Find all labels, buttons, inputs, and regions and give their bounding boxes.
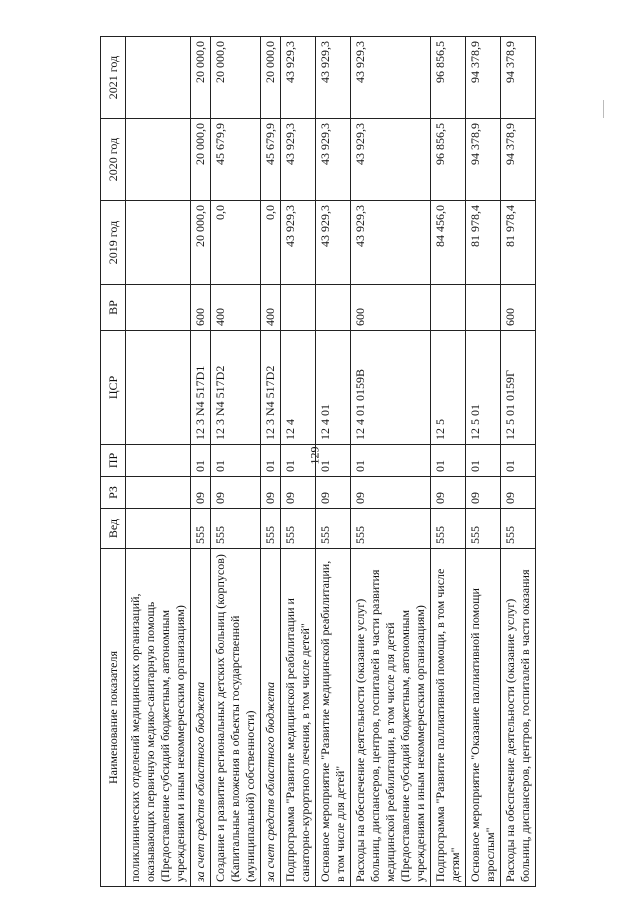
cell-rz xyxy=(126,477,191,509)
cell-y2020: 94 378,9 xyxy=(466,119,501,201)
cell-pr: 01 xyxy=(261,445,281,477)
cell-ved: 555 xyxy=(281,509,316,549)
cell-y2019: 81 978,4 xyxy=(501,201,536,285)
cell-csr: 12 5 01 0159Г xyxy=(501,331,536,445)
cell-y2019: 43 929,3 xyxy=(281,201,316,285)
cell-rz: 09 xyxy=(211,477,261,509)
cell-y2019 xyxy=(126,201,191,285)
cell-vr xyxy=(126,285,191,331)
cell-name: поликлинических отделений медицинских организаций, оказывающих первичную медико-санитарную помощь (Предоставление субсидий бюджетным, автономным учреждениям и иным некоммерческим организациям) xyxy=(126,549,191,887)
rotated-table-container xyxy=(100,37,620,887)
cell-csr: 12 3 N4 517D1 xyxy=(191,331,211,445)
cell-name: Расходы на обеспечение деятельности (оказание услуг) больниц, диспансеров, центров, госпиталей в части развития медицинской реабилитации, в том числе для детей (Предоставление субсидий бюджетным, автономным учреждениям и иным некоммерческим организациям) xyxy=(351,549,431,887)
cell-y2019: 0,0 xyxy=(261,201,281,285)
cell-rz: 09 xyxy=(351,477,431,509)
col-header-2020: 2020 год xyxy=(101,119,126,201)
cell-y2019: 20 000,0 xyxy=(191,201,211,285)
cell-csr: 12 5 01 xyxy=(466,331,501,445)
cell-pr: 01 xyxy=(431,445,466,477)
cell-csr: 12 4 01 0159В xyxy=(351,331,431,445)
table-header-row xyxy=(101,37,126,887)
table-row xyxy=(351,37,431,887)
col-header-csr: ЦСР xyxy=(101,331,126,445)
table-row xyxy=(126,37,191,887)
cell-y2019: 84 456,0 xyxy=(431,201,466,285)
cell-y2020 xyxy=(126,119,191,201)
cell-y2021: 94 378,9 xyxy=(466,37,501,119)
col-header-rz: РЗ xyxy=(101,477,126,509)
cell-pr: 01 xyxy=(351,445,431,477)
col-header-name: Наименование показателя xyxy=(101,549,126,887)
cell-vr xyxy=(466,285,501,331)
cell-y2021: 43 929,3 xyxy=(351,37,431,119)
cell-y2021 xyxy=(126,37,191,119)
margin-mark xyxy=(603,100,604,118)
cell-vr: 600 xyxy=(501,285,536,331)
cell-y2019: 43 929,3 xyxy=(351,201,431,285)
cell-y2020: 43 929,3 xyxy=(316,119,351,201)
col-header-2019: 2019 год xyxy=(101,201,126,285)
cell-ved: 555 xyxy=(501,509,536,549)
col-header-pr: ПР xyxy=(101,445,126,477)
cell-ved: 555 xyxy=(316,509,351,549)
cell-ved: 555 xyxy=(431,509,466,549)
cell-name: Создание и развитие региональных детских больниц (корпусов) (Капитальные вложения в объекты государственной (муниципальной) собственности) xyxy=(211,549,261,887)
cell-ved: 555 xyxy=(466,509,501,549)
cell-vr: 600 xyxy=(191,285,211,331)
cell-y2020: 45 679,9 xyxy=(261,119,281,201)
cell-name: Основное мероприятие "Оказание паллиативной помощи взрослым" xyxy=(466,549,501,887)
cell-vr xyxy=(316,285,351,331)
table-row xyxy=(281,37,316,887)
cell-csr: 12 4 01 xyxy=(316,331,351,445)
cell-name: Расходы на обеспечение деятельности (оказание услуг) больниц, диспансеров, центров, госпиталей в части оказания xyxy=(501,549,536,887)
table-row xyxy=(501,37,536,887)
table-row xyxy=(466,37,501,887)
cell-name: Основное мероприятие "Развитие медицинской реабилитации, в том числе для детей" xyxy=(316,549,351,887)
cell-pr: 01 xyxy=(466,445,501,477)
cell-rz: 09 xyxy=(281,477,316,509)
cell-ved xyxy=(126,509,191,549)
cell-rz: 09 xyxy=(261,477,281,509)
cell-name: за счет средств областного бюджета xyxy=(191,549,211,887)
cell-pr: 01 xyxy=(191,445,211,477)
cell-y2020: 43 929,3 xyxy=(351,119,431,201)
cell-ved: 555 xyxy=(191,509,211,549)
cell-y2021: 94 378,9 xyxy=(501,37,536,119)
col-header-vr: ВР xyxy=(101,285,126,331)
cell-y2019: 81 978,4 xyxy=(466,201,501,285)
cell-y2021: 20 000,0 xyxy=(211,37,261,119)
cell-y2019: 0,0 xyxy=(211,201,261,285)
cell-y2020: 96 856,5 xyxy=(431,119,466,201)
table-row xyxy=(316,37,351,887)
cell-y2021: 43 929,3 xyxy=(316,37,351,119)
cell-rz: 09 xyxy=(501,477,536,509)
cell-rz: 09 xyxy=(191,477,211,509)
cell-y2020: 94 378,9 xyxy=(501,119,536,201)
cell-vr: 600 xyxy=(351,285,431,331)
table-row xyxy=(211,37,261,887)
cell-rz: 09 xyxy=(316,477,351,509)
cell-rz: 09 xyxy=(431,477,466,509)
cell-y2021: 20 000,0 xyxy=(191,37,211,119)
cell-y2020: 20 000,0 xyxy=(191,119,211,201)
budget-table xyxy=(100,36,536,887)
cell-vr: 400 xyxy=(261,285,281,331)
cell-csr: 12 3 N4 517D2 xyxy=(261,331,281,445)
cell-csr xyxy=(126,331,191,445)
cell-y2021: 96 856,5 xyxy=(431,37,466,119)
page-number: 129 xyxy=(307,446,322,465)
cell-vr xyxy=(281,285,316,331)
cell-ved: 555 xyxy=(351,509,431,549)
cell-pr: 01 xyxy=(281,445,316,477)
cell-csr: 12 3 N4 517D2 xyxy=(211,331,261,445)
cell-y2020: 45 679,9 xyxy=(211,119,261,201)
cell-pr: 01 xyxy=(501,445,536,477)
cell-csr: 12 5 xyxy=(431,331,466,445)
cell-name: Подпрограмма "Развитие медицинской реабилитации и санаторно-курортного лечения, в том числе детей" xyxy=(281,549,316,887)
cell-ved: 555 xyxy=(261,509,281,549)
cell-rz: 09 xyxy=(466,477,501,509)
cell-name: Подпрограмма "Развитие паллиативной помощи, в том числе детям" xyxy=(431,549,466,887)
cell-ved: 555 xyxy=(211,509,261,549)
cell-pr: 01 xyxy=(211,445,261,477)
cell-y2021: 43 929,3 xyxy=(281,37,316,119)
cell-y2021: 20 000,0 xyxy=(261,37,281,119)
cell-pr xyxy=(126,445,191,477)
cell-vr: 400 xyxy=(211,285,261,331)
cell-pr: 01 xyxy=(316,445,351,477)
table-body xyxy=(126,37,536,887)
cell-csr: 12 4 xyxy=(281,331,316,445)
cell-name: за счет средств областного бюджета xyxy=(261,549,281,887)
col-header-ved: Вед xyxy=(101,509,126,549)
table-row xyxy=(261,37,281,887)
table-row xyxy=(431,37,466,887)
cell-y2020: 43 929,3 xyxy=(281,119,316,201)
cell-y2019: 43 929,3 xyxy=(316,201,351,285)
cell-vr xyxy=(431,285,466,331)
col-header-2021: 2021 год xyxy=(101,37,126,119)
table-row xyxy=(191,37,211,887)
